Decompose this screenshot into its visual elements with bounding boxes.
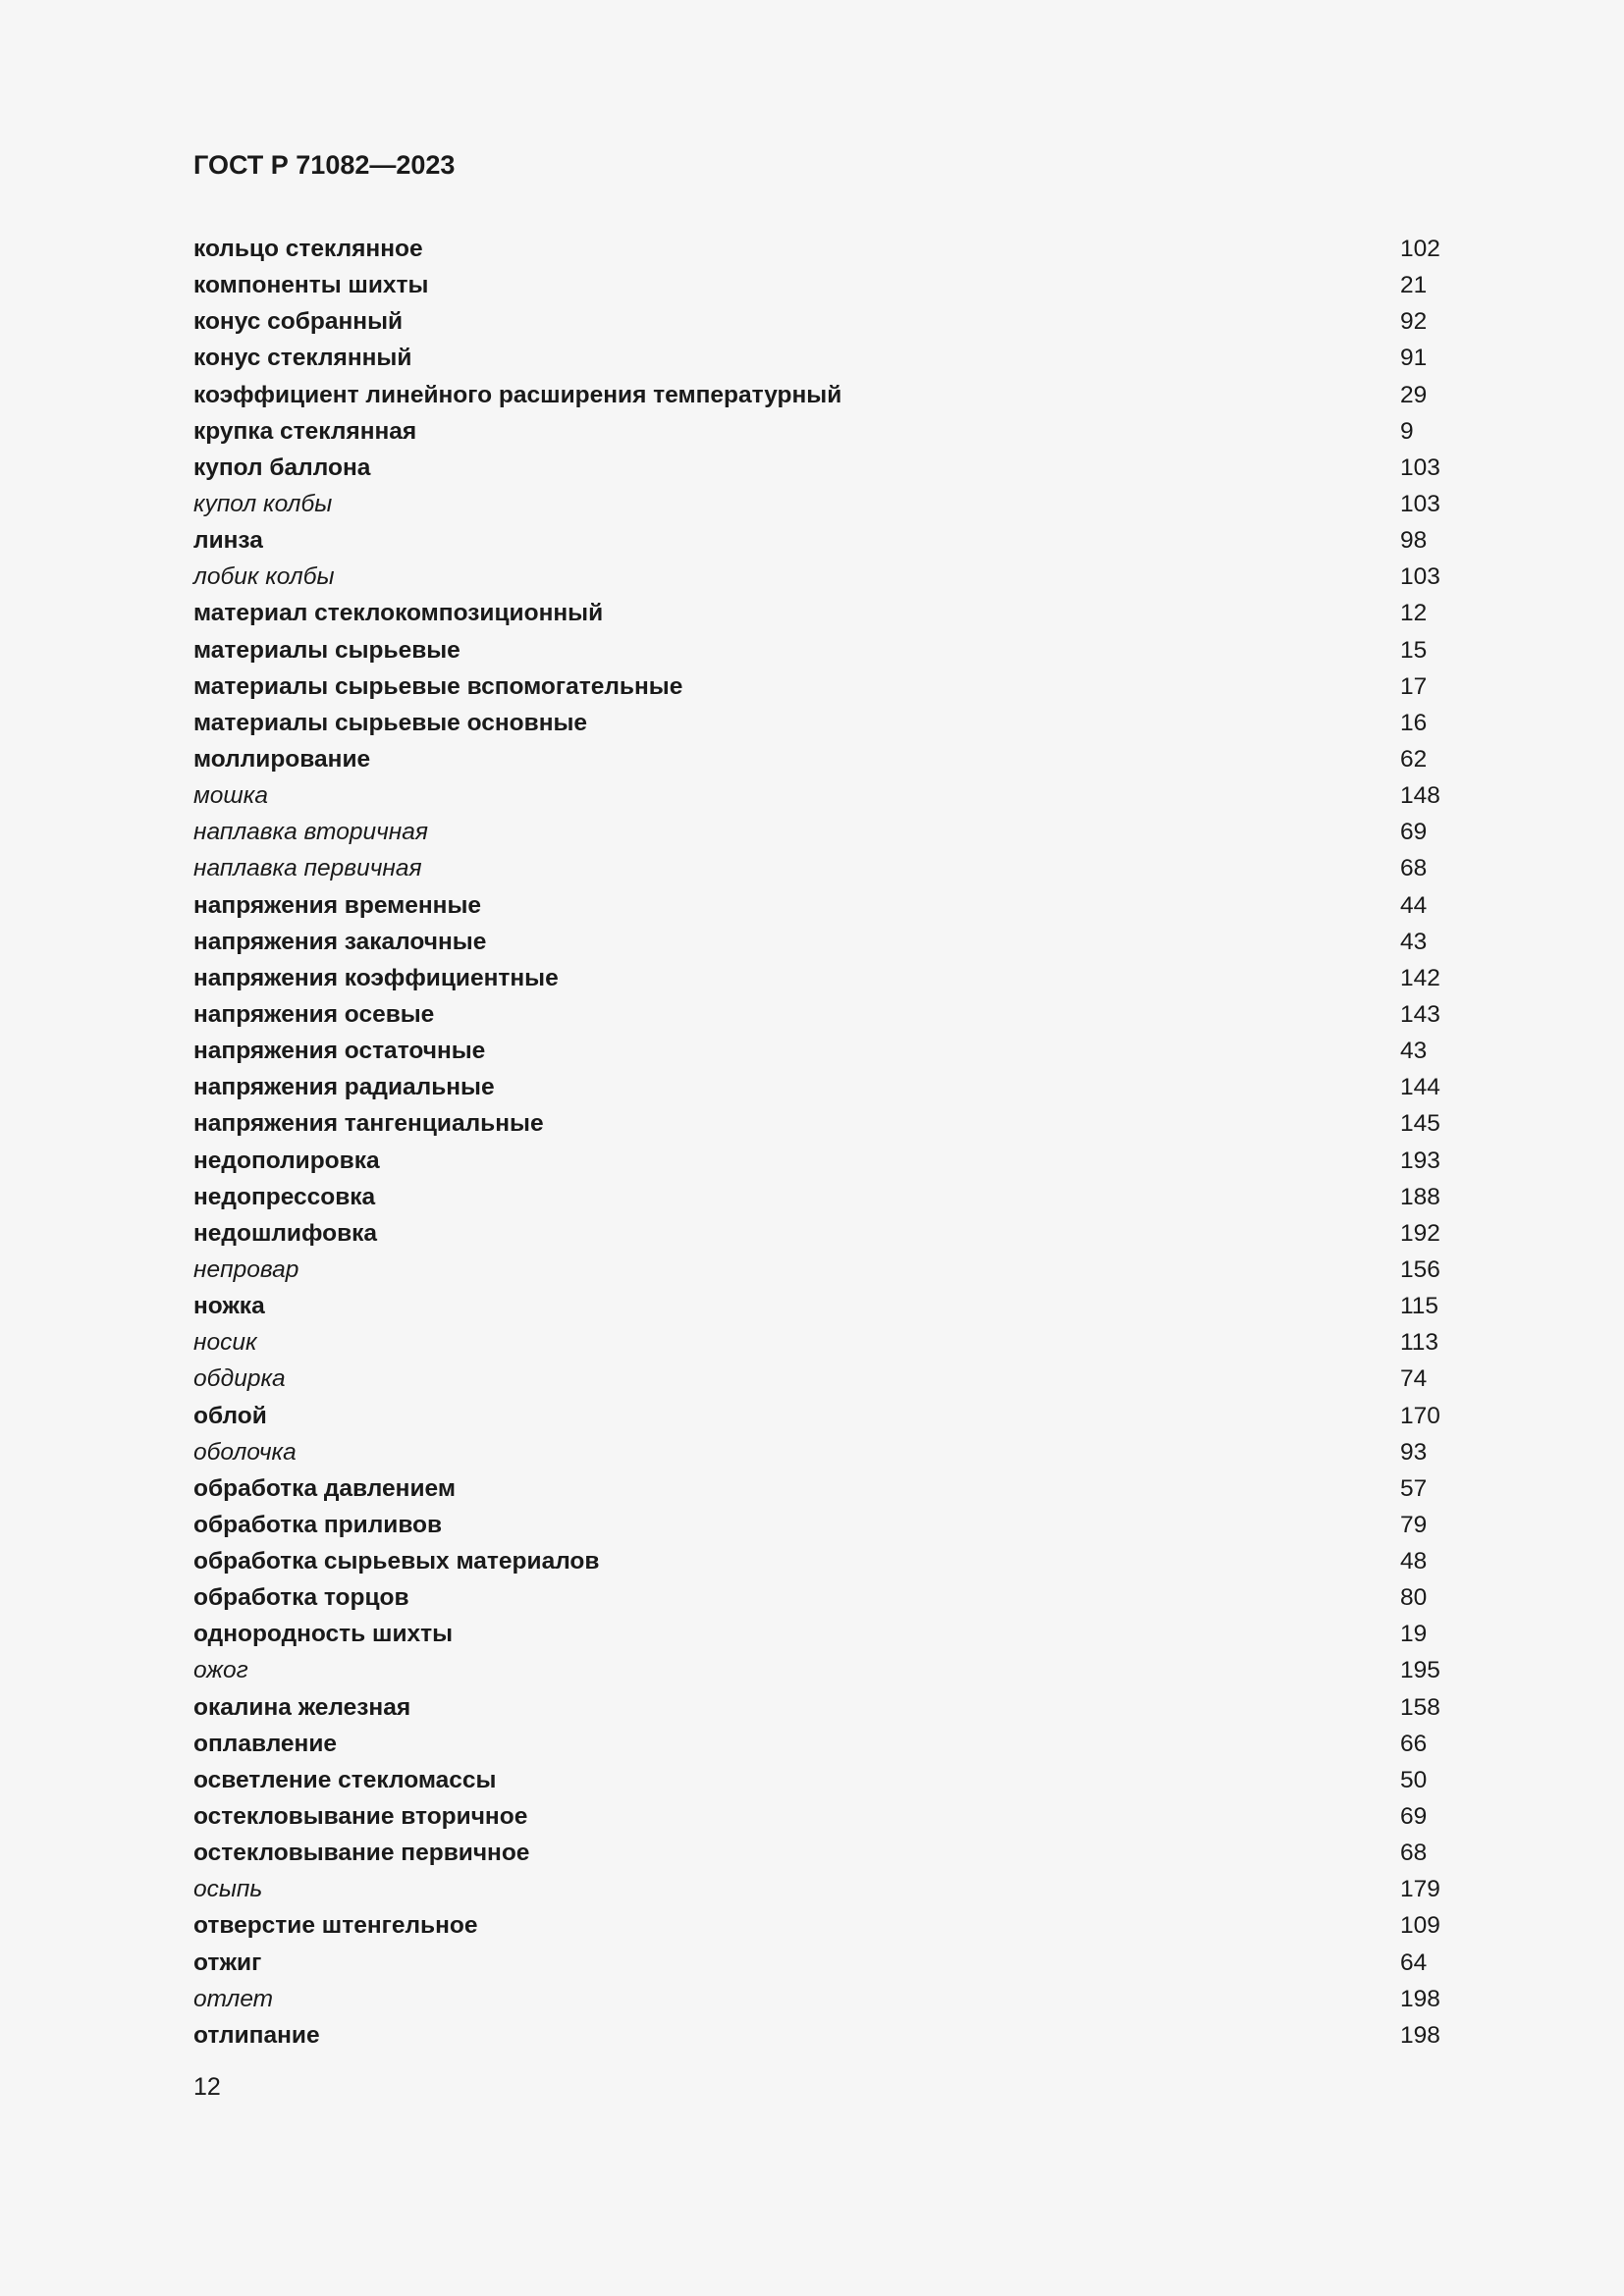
index-entry <box>193 231 1489 267</box>
index-term: купол колбы <box>193 490 333 517</box>
index-term: носик <box>193 1329 257 1357</box>
index-entry <box>193 2017 1489 2054</box>
index-term: обдирка <box>193 1365 286 1393</box>
index-entry <box>193 1762 1489 1798</box>
index-term: недошлифовка <box>193 1219 378 1247</box>
index-term: напряжения коэффициентные <box>193 964 559 991</box>
index-term-number: 98 <box>1400 527 1428 555</box>
index-entry <box>193 377 1489 413</box>
index-term: материалы сырьевые <box>193 636 460 664</box>
index-entry <box>193 887 1489 924</box>
index-term: конус стеклянный <box>193 345 412 372</box>
index-term-number: 66 <box>1400 1730 1428 1757</box>
index-entry <box>193 1798 1489 1835</box>
index-term-number: 92 <box>1400 308 1428 336</box>
index-term-number: 195 <box>1400 1657 1440 1684</box>
index-term: кольцо стеклянное <box>193 236 423 262</box>
index-entry <box>193 1616 1489 1652</box>
index-term-number: 142 <box>1400 964 1440 991</box>
index-term-number: 156 <box>1400 1255 1440 1283</box>
index-entry <box>193 705 1489 741</box>
index-term: ножка <box>193 1293 265 1320</box>
index-entry <box>193 595 1489 631</box>
index-entry <box>193 814 1489 850</box>
index-term-number: 198 <box>1400 2021 1440 2049</box>
index-entry <box>193 559 1489 595</box>
index-entry <box>193 668 1489 705</box>
index-term-number: 15 <box>1400 636 1428 664</box>
index-term: недопрессовка <box>193 1183 376 1210</box>
index-term: материалы сырьевые вспомогательные <box>193 672 683 700</box>
index-term-number: 74 <box>1400 1365 1428 1393</box>
index-entry <box>193 340 1489 376</box>
index-entry <box>193 450 1489 486</box>
index-entry <box>193 1907 1489 1944</box>
index-entry <box>193 1470 1489 1507</box>
index-entry <box>193 303 1489 340</box>
index-term-number: 103 <box>1400 454 1440 481</box>
index-entry <box>193 1105 1489 1142</box>
index-term: моллирование <box>193 745 371 773</box>
index-entry <box>193 1252 1489 1288</box>
index-term: обработка приливов <box>193 1511 443 1538</box>
index-entry <box>193 1179 1489 1215</box>
index-entry <box>193 1324 1489 1361</box>
index-term-number: 9 <box>1400 417 1414 445</box>
index-entry <box>193 1398 1489 1434</box>
index-term: напряжения тангенциальные <box>193 1110 544 1138</box>
index-entry <box>193 413 1489 450</box>
index-term: отлипание <box>193 2021 320 2049</box>
index-entry <box>193 850 1489 886</box>
index-term: остекловывание первичное <box>193 1840 530 1867</box>
index-entry <box>193 1033 1489 1069</box>
index-term: напряжения радиальные <box>193 1074 495 1101</box>
index-term: мошка <box>193 782 268 810</box>
index-term-number: 16 <box>1400 709 1428 736</box>
index-term-number: 62 <box>1400 745 1428 773</box>
index-term-number: 102 <box>1400 236 1440 262</box>
index-term: наплавка первичная <box>193 855 422 882</box>
index-entry <box>193 777 1489 814</box>
index-term: однородность шихты <box>193 1621 454 1648</box>
index-term: наплавка вторичная <box>193 819 428 846</box>
index-term-number: 198 <box>1400 1985 1440 2012</box>
index-term-number: 113 <box>1400 1329 1439 1357</box>
index-term: обработка торцов <box>193 1584 409 1612</box>
index-term-number: 145 <box>1400 1110 1440 1138</box>
index-term-number: 68 <box>1400 1840 1428 1867</box>
index-entry <box>193 996 1489 1033</box>
index-term: линза <box>193 527 263 555</box>
index-term-number: 50 <box>1400 1766 1428 1793</box>
index-term-number: 80 <box>1400 1584 1428 1612</box>
index-term: крупка стеклянная <box>193 417 417 445</box>
document-header: ГОСТ Р 71082—2023 <box>193 150 456 180</box>
index-term: отверстие штенгельное <box>193 1912 478 1940</box>
index-term: напряжения закалочные <box>193 928 487 955</box>
index-entry <box>193 632 1489 668</box>
alphabetical-index <box>193 231 1489 2054</box>
index-term-number: 170 <box>1400 1402 1440 1429</box>
index-term-number: 68 <box>1400 855 1428 882</box>
index-term: напряжения временные <box>193 891 482 919</box>
index-entry <box>193 1579 1489 1616</box>
index-entry <box>193 1652 1489 1688</box>
index-term: обработка давлением <box>193 1474 456 1502</box>
index-term-number: 21 <box>1400 272 1428 299</box>
index-entry <box>193 522 1489 559</box>
index-entry <box>193 1835 1489 1871</box>
index-term-number: 93 <box>1400 1438 1428 1466</box>
index-term: купол баллона <box>193 454 371 481</box>
index-term: остекловывание вторичное <box>193 1803 528 1831</box>
index-term: конус собранный <box>193 308 404 336</box>
index-entry <box>193 1361 1489 1397</box>
index-term-number: 19 <box>1400 1621 1428 1648</box>
index-entry <box>193 1726 1489 1762</box>
index-term-number: 193 <box>1400 1147 1440 1174</box>
index-term: материал стеклокомпозиционный <box>193 600 604 627</box>
index-entry <box>193 1689 1489 1726</box>
index-term-number: 43 <box>1400 1038 1428 1065</box>
index-term: материалы сырьевые основные <box>193 709 588 736</box>
index-term: оплавление <box>193 1730 338 1757</box>
index-term-number: 179 <box>1400 1876 1440 1903</box>
index-term-number: 79 <box>1400 1511 1428 1538</box>
index-term: коэффициент линейного расширения температурный <box>193 381 842 408</box>
index-term: отжиг <box>193 1949 262 1976</box>
index-term: напряжения остаточные <box>193 1038 486 1065</box>
index-entry <box>193 1945 1489 1981</box>
index-term: осыпь <box>193 1876 263 1903</box>
index-entry <box>193 1507 1489 1543</box>
index-entry <box>193 741 1489 777</box>
index-term-number: 158 <box>1400 1693 1440 1721</box>
index-entry <box>193 1215 1489 1252</box>
index-term-number: 12 <box>1400 600 1428 627</box>
index-term-number: 144 <box>1400 1074 1440 1101</box>
page-number: 12 <box>193 2073 221 2101</box>
index-term: осветление стекломассы <box>193 1766 497 1793</box>
index-term: ожог <box>193 1657 248 1684</box>
index-term-number: 115 <box>1400 1293 1439 1320</box>
index-term-number: 44 <box>1400 891 1428 919</box>
index-term: непровар <box>193 1255 299 1283</box>
index-term-number: 17 <box>1400 672 1428 700</box>
index-entry <box>193 1434 1489 1470</box>
index-entry <box>193 1143 1489 1179</box>
index-term-number: 103 <box>1400 563 1440 591</box>
index-term: оболочка <box>193 1438 297 1466</box>
index-term-number: 29 <box>1400 381 1428 408</box>
index-term-number: 91 <box>1400 345 1428 372</box>
index-term-number: 48 <box>1400 1548 1428 1575</box>
index-term-number: 192 <box>1400 1219 1440 1247</box>
index-term: отлет <box>193 1985 274 2012</box>
index-entry <box>193 1871 1489 1907</box>
index-term-number: 103 <box>1400 490 1440 517</box>
index-entry <box>193 1981 1489 2017</box>
index-term-number: 148 <box>1400 782 1440 810</box>
index-entry <box>193 267 1489 303</box>
index-term: напряжения осевые <box>193 1000 435 1028</box>
index-entry <box>193 1543 1489 1579</box>
index-term: облой <box>193 1402 267 1429</box>
index-term: недополировка <box>193 1147 380 1174</box>
index-term-number: 188 <box>1400 1183 1440 1210</box>
index-term: обработка сырьевых материалов <box>193 1548 600 1575</box>
index-term: окалина железная <box>193 1693 411 1721</box>
index-entry <box>193 924 1489 960</box>
index-entry <box>193 960 1489 996</box>
index-term-number: 43 <box>1400 928 1428 955</box>
index-term: лобик колбы <box>193 563 335 591</box>
index-term-number: 109 <box>1400 1912 1440 1940</box>
index-entry <box>193 1069 1489 1105</box>
index-term-number: 143 <box>1400 1000 1440 1028</box>
index-term-number: 57 <box>1400 1474 1428 1502</box>
index-entry <box>193 1288 1489 1324</box>
index-term-number: 69 <box>1400 1803 1428 1831</box>
index-term: компоненты шихты <box>193 272 429 299</box>
index-term-number: 69 <box>1400 819 1428 846</box>
index-entry <box>193 486 1489 522</box>
index-term-number: 64 <box>1400 1949 1428 1976</box>
